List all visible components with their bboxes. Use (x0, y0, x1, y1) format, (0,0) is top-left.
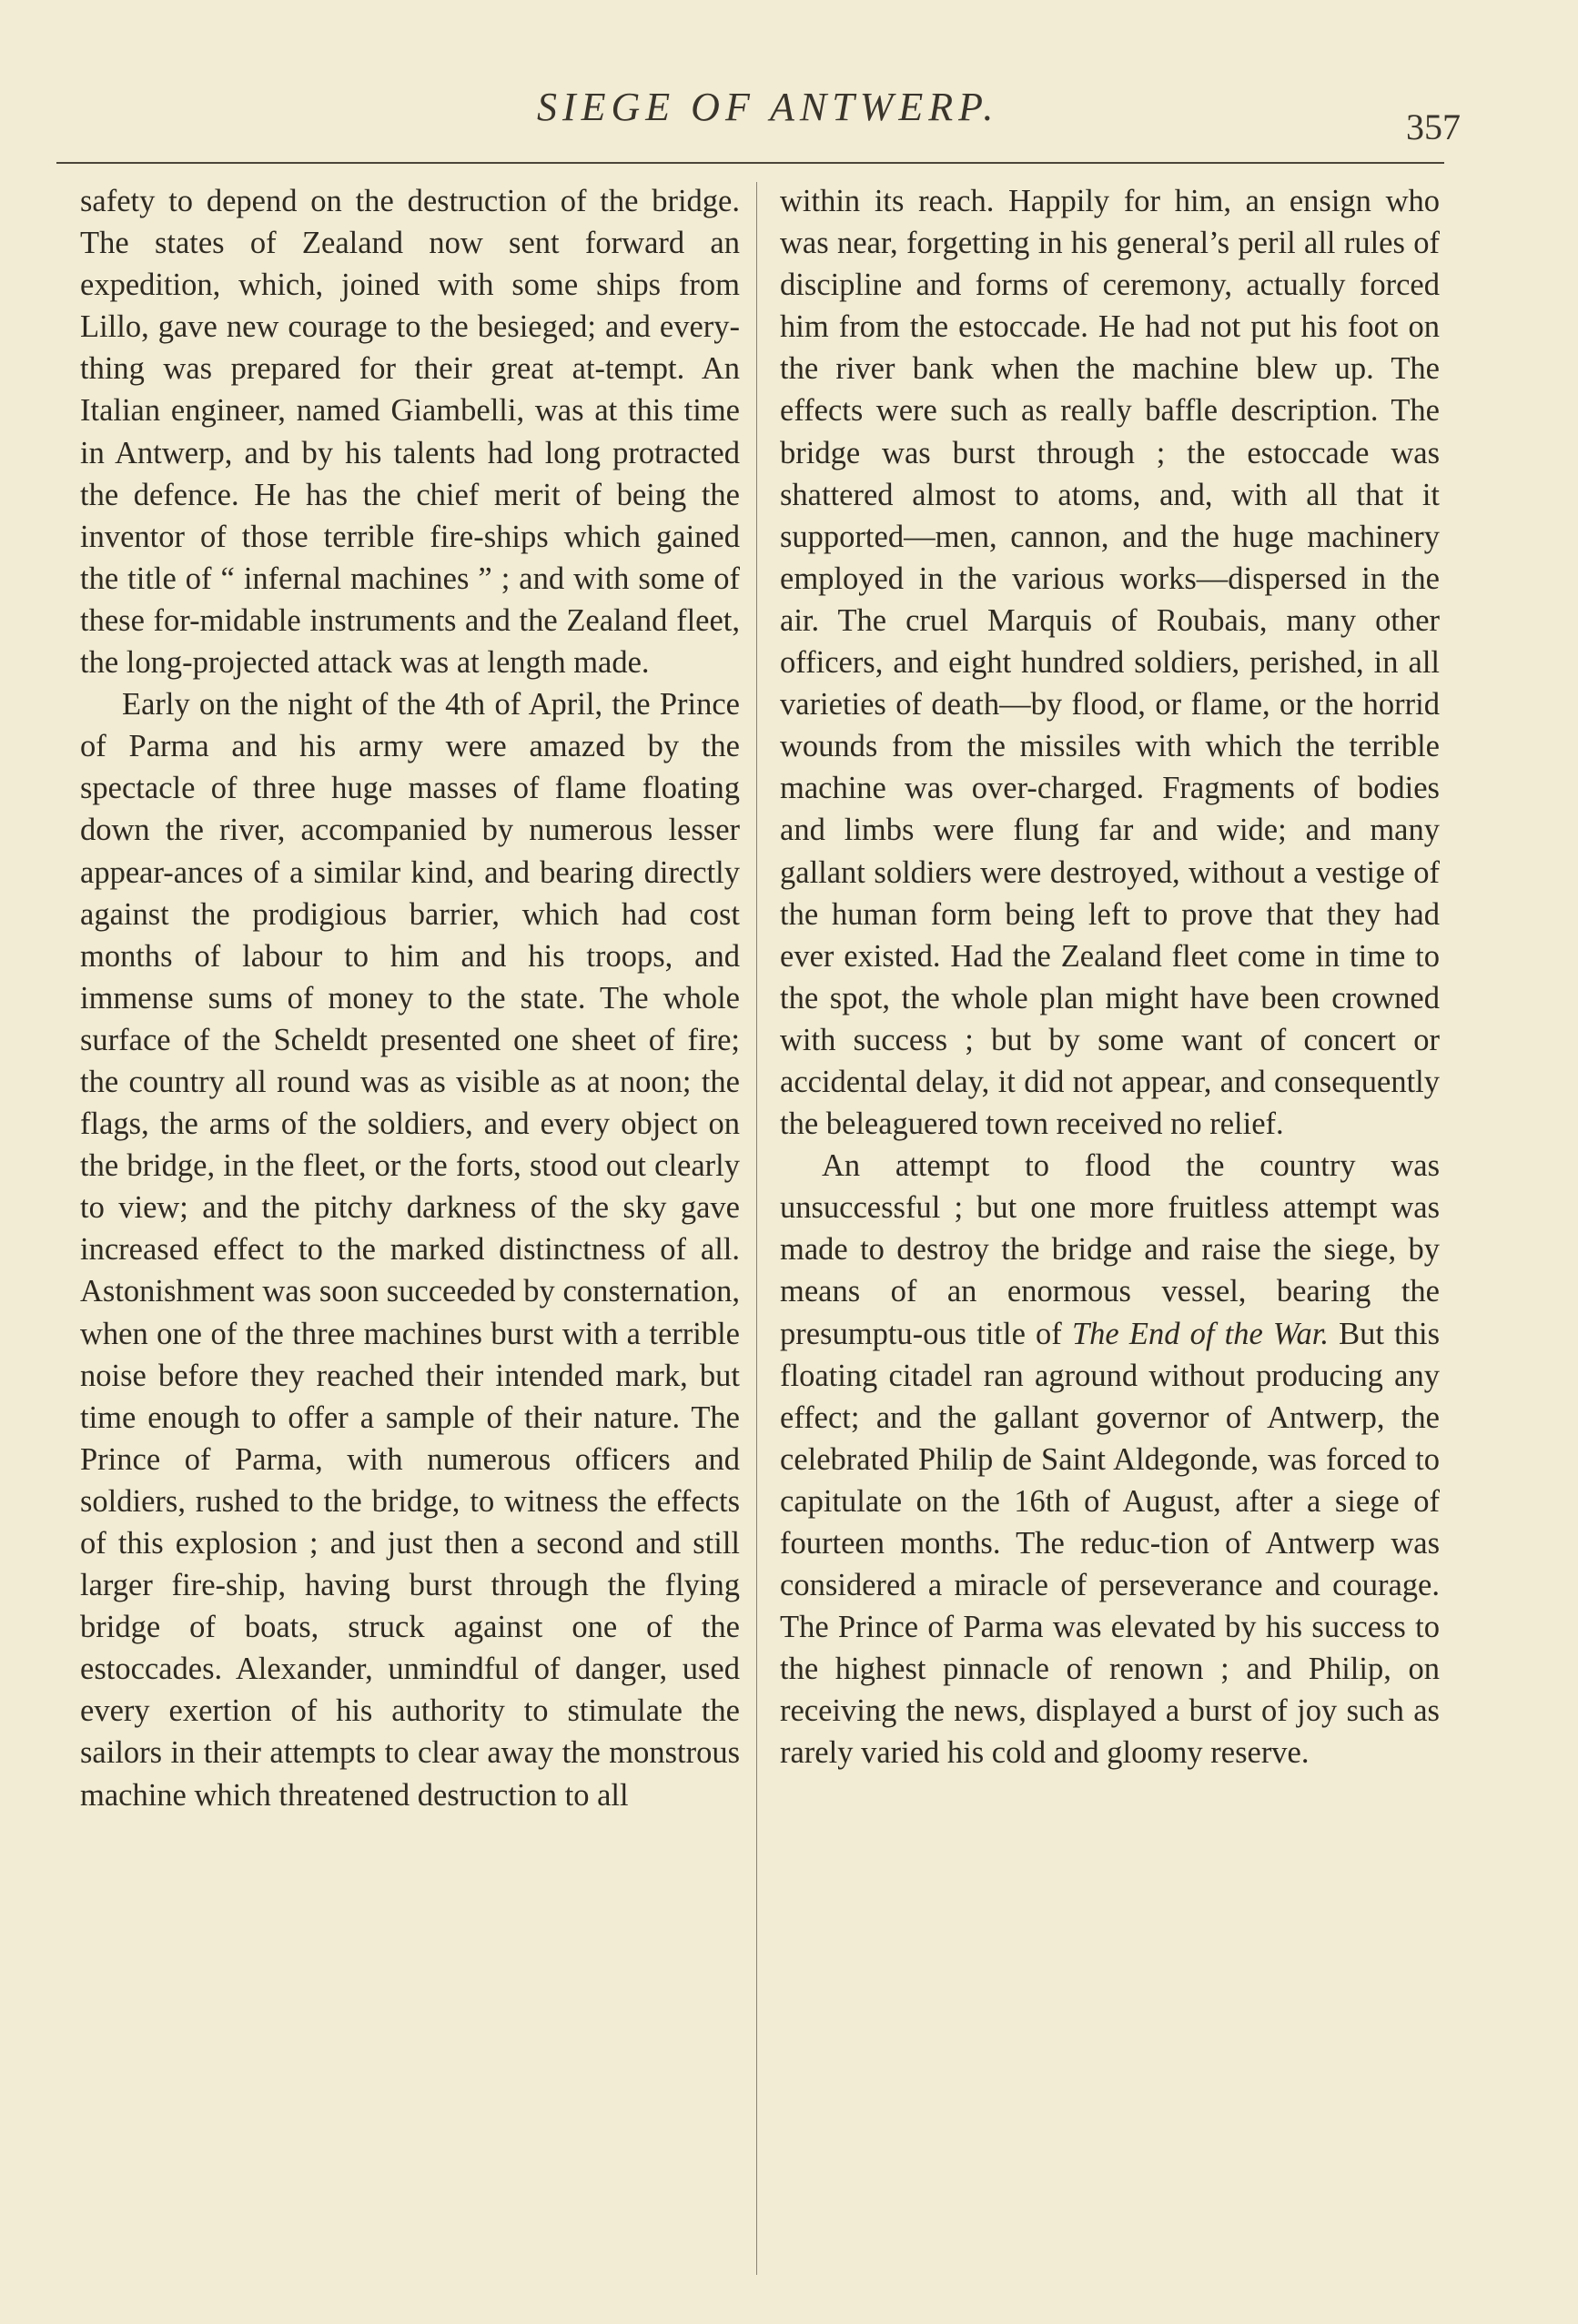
right-paragraph-2 (780, 1145, 1440, 1773)
right-paragraph-2-text-b: But this floating citadel ran aground without producing any effect; and the gallant governor of Antwerp, the celebrated Philip de Saint Aldegonde, was forced to capitulate on the 16th of August, after a siege of fourteen months. The reduc-tion of Antwerp was considered a miracle of perseverance and courage. The Prince of Parma was elevated by his success to the highest pinnacle of renown ; and Philip, on receiving the news, displayed a burst of joy such as rarely varied his cold and gloomy reserve. (780, 1316, 1441, 1771)
right-paragraph-1: within its reach. Happily for him, an ensign who was near, forgetting in his general’s peril all rules of discipline and forms of ceremony, actually forced him from the estoccade. He had not put his foot on the river bank when the machine blew up. The effects were such as really baffle description. The bridge was burst through ; the estoccade was shattered almost to atoms, and, with all that it supported—men, cannon, and the huge machinery employed in the various works—dispersed in the air. The cruel Marquis of Roubais, many other officers, and eight hundred soldiers, perished, in all varieties of death—by flood, or flame, or the horrid wounds from the missiles with which the terrible machine was over-charged. Fragments of bodies and limbs were flung far and wide; and many gallant soldiers were destroyed, without a vestige of the human form being left to prove that they had ever existed. Had the Zealand fleet come in time to the spot, the whole plan might have been crowned with success ; but by some want of concert or accidental delay, it did not appear, and consequently the beleaguered town received no relief. (780, 184, 1440, 1142)
right-paragraph-2-text-a: An attempt to flood the country was unsuccessful ; but one more fruitless attempt was made to destroy the bridge and raise the siege, by means of an enormous vessel, bearing the presumptu-ous title of (780, 1148, 1440, 1351)
right-column (780, 180, 1440, 1774)
left-paragraph-1: safety to depend on the destruction of the bridge. The states of Zealand now sent forward an expedition, which, joined with some ships from Lillo, gave new courage to the besieged; and every-thing was prepared for their great at-tempt. An Italian engineer, named Giambelli, was at this time in Antwerp, and by his talents had long protracted the defence. He has the chief merit of being the inventor of those terrible fire-ships which gained the title of “ infernal machines ” ; and with some of these for-midable instruments and the Zealand fleet, the long-projected attack was at length made. (80, 184, 740, 681)
page-number: 357 (1406, 106, 1461, 147)
header-rule (56, 162, 1444, 164)
running-title: SIEGE OF ANTWERP. (537, 85, 999, 129)
left-paragraph-2: Early on the night of the 4th of April, the Prince of Parma and his army were amazed by the spectacle of three huge masses of flame floating down the river, accompanied by numerous lesser appear-ances of a similar kind, and bearing directly against the prodigious barrier, which had cost months of labour to him and his troops, and immense sums of money to the state. The whole surface of the Scheldt presented one sheet of fire; the country all round was as visible as at noon; the flags, the arms of the soldiers, and every object on the bridge, in the fleet, or the forts, stood out clearly to view; and the pitchy darkness of the sky gave increased effect to the marked distinctness of all. Astonishment was soon succeeded by consternation, when one of the three machines burst with a terrible noise before they reached their intended mark, but time enough to offer a sample of their nature. The Prince of Parma, with numerous officers and soldiers, rushed to the bridge, to witness the effects of this explosion ; and just then a second and still larger fire-ship, having burst through the flying bridge of boats, struck against one of the estoccades. Alexander, unmindful of danger, used every exertion of his authority to stimulate the sailors in their attempts to clear away the monstrous machine which threatened destruction to all (80, 687, 740, 1813)
column-divider (756, 182, 757, 2275)
book-title-italic: The End of the War. (1071, 1316, 1329, 1351)
page-header (0, 84, 1578, 147)
left-column (80, 180, 740, 1816)
